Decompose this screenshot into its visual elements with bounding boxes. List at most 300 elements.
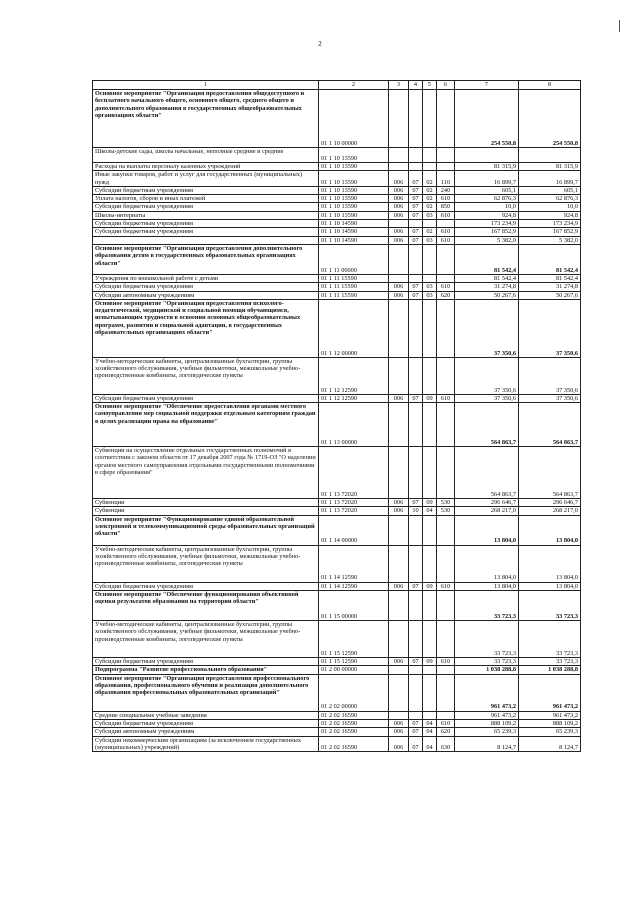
row-ministry-cell bbox=[389, 591, 409, 621]
row-ministry-cell bbox=[389, 621, 409, 658]
row-ministry-cell: 006 bbox=[389, 236, 409, 244]
row-expense-type-cell: 530 bbox=[437, 499, 455, 507]
row-expense-type-cell: 610 bbox=[437, 719, 455, 727]
row-ministry-cell bbox=[389, 666, 409, 674]
row-amount-cell: 564 863,7 bbox=[455, 403, 519, 447]
row-code-cell: 01 1 10 13590 bbox=[319, 171, 389, 187]
row-ministry-cell bbox=[389, 244, 409, 274]
row-expense-type-cell bbox=[437, 545, 455, 582]
table-header-row bbox=[93, 81, 581, 90]
row-amount-cell: 13 804,0 bbox=[519, 582, 581, 590]
row-subsection-cell bbox=[423, 90, 437, 148]
row-section-cell: 07 bbox=[409, 283, 423, 291]
row-expense-type-cell bbox=[437, 674, 455, 711]
row-name-cell: Подпрограмма "Развитие профессионального образования" bbox=[93, 666, 319, 674]
row-section-cell bbox=[409, 163, 423, 171]
row-section-cell bbox=[409, 591, 423, 621]
row-expense-type-cell: 610 bbox=[437, 195, 455, 203]
row-subsection-cell bbox=[423, 666, 437, 674]
row-ministry-cell bbox=[389, 711, 409, 719]
row-name-cell: Учреждения по внешкольной работе с детьми bbox=[93, 274, 319, 282]
row-subsection-cell bbox=[423, 447, 437, 499]
row-code-cell: 01 1 13 72020 bbox=[319, 499, 389, 507]
row-amount-cell: 65 239,3 bbox=[519, 728, 581, 736]
row-code-cell: 01 1 14 12590 bbox=[319, 545, 389, 582]
row-section-cell bbox=[409, 674, 423, 711]
row-amount-cell: 16 899,7 bbox=[455, 171, 519, 187]
row-code-cell: 01 1 10 00000 bbox=[319, 90, 389, 148]
row-ministry-cell: 006 bbox=[389, 283, 409, 291]
row-amount-cell: 924,8 bbox=[455, 211, 519, 219]
row-expense-type-cell bbox=[437, 666, 455, 674]
row-subsection-cell bbox=[423, 274, 437, 282]
row-name-cell: Субсидии автономным учреждениям bbox=[93, 728, 319, 736]
row-amount-cell: 62 876,3 bbox=[455, 195, 519, 203]
row-section-cell bbox=[409, 447, 423, 499]
row-name-cell: Субсидии бюджетным учреждениям bbox=[93, 186, 319, 194]
row-section-cell: 07 bbox=[409, 228, 423, 236]
row-code-cell: 01 1 12 00000 bbox=[319, 299, 389, 357]
row-section-cell bbox=[409, 515, 423, 545]
page-number: 2 bbox=[318, 40, 322, 48]
row-ministry-cell: 006 bbox=[389, 736, 409, 752]
table-row bbox=[93, 711, 581, 719]
row-section-cell: 07 bbox=[409, 186, 423, 194]
row-amount-cell: 605,1 bbox=[455, 186, 519, 194]
row-ministry-cell: 006 bbox=[389, 211, 409, 219]
row-section-cell: 07 bbox=[409, 195, 423, 203]
row-name-cell: Средние специальные учебные заведения bbox=[93, 711, 319, 719]
row-amount-cell: 167 852,9 bbox=[455, 228, 519, 236]
row-ministry-cell: 006 bbox=[389, 291, 409, 299]
row-expense-type-cell bbox=[437, 244, 455, 274]
table-row bbox=[93, 236, 581, 244]
row-name-cell: Учебно-методические кабинеты, централизованные бухгалтерии, группы хозяйственного обслуживания, учебные фильмотеки, межшкольные учебно-производственные комбинаты, логопедические пункты bbox=[93, 545, 319, 582]
row-section-cell: 07 bbox=[409, 499, 423, 507]
row-subsection-cell bbox=[423, 591, 437, 621]
row-subsection-cell: 03 bbox=[423, 283, 437, 291]
row-section-cell: 07 bbox=[409, 203, 423, 211]
row-amount-cell: 254 550,8 bbox=[519, 90, 581, 148]
row-subsection-cell bbox=[423, 148, 437, 163]
row-ministry-cell: 006 bbox=[389, 719, 409, 727]
row-amount-cell bbox=[455, 148, 519, 163]
row-amount-cell: 296 646,7 bbox=[519, 499, 581, 507]
row-subsection-cell: 02 bbox=[423, 195, 437, 203]
row-amount-cell: 961 473,2 bbox=[455, 674, 519, 711]
table-row bbox=[93, 658, 581, 666]
row-expense-type-cell: 620 bbox=[437, 291, 455, 299]
row-expense-type-cell: 610 bbox=[437, 394, 455, 402]
row-subsection-cell: 03 bbox=[423, 211, 437, 219]
row-subsection-cell bbox=[423, 674, 437, 711]
table-row bbox=[93, 621, 581, 658]
row-name-cell: Основное мероприятие "Организация предоставления психолого-педагогической, медицинской и социальной помощи обучающимся, испытывающим трудности в освоении основных общеобразовательных программ, развитии и социальной адаптации, в государственных образовательных организациях области" bbox=[93, 299, 319, 357]
table-row bbox=[93, 203, 581, 211]
row-expense-type-cell bbox=[437, 711, 455, 719]
table-row bbox=[93, 394, 581, 402]
table-row bbox=[93, 515, 581, 545]
row-amount-cell: 924,8 bbox=[519, 211, 581, 219]
row-name-cell: Основное мероприятие "Организация предоставления дополнительного образования детям в государственных образовательных организациях области" bbox=[93, 244, 319, 274]
column-header: 6 bbox=[437, 81, 455, 90]
row-expense-type-cell: 610 bbox=[437, 236, 455, 244]
row-expense-type-cell bbox=[437, 163, 455, 171]
row-amount-cell: 10,0 bbox=[519, 203, 581, 211]
row-section-cell bbox=[409, 357, 423, 394]
row-amount-cell: 564 863,7 bbox=[455, 447, 519, 499]
row-ministry-cell bbox=[389, 674, 409, 711]
row-amount-cell: 81 315,9 bbox=[455, 163, 519, 171]
row-name-cell: Учебно-методические кабинеты, централизованные бухгалтерии, группы хозяйственного обслуживания, учебные фильмотеки, межшкольные учебно-производственные комбинаты, логопедические пункты bbox=[93, 357, 319, 394]
row-code-cell: 01 1 13 72020 bbox=[319, 447, 389, 499]
row-expense-type-cell: 610 bbox=[437, 228, 455, 236]
table-row bbox=[93, 545, 581, 582]
row-subsection-cell: 09 bbox=[423, 582, 437, 590]
row-name-cell: Субвенции bbox=[93, 507, 319, 515]
row-ministry-cell bbox=[389, 447, 409, 499]
row-expense-type-cell bbox=[437, 357, 455, 394]
row-subsection-cell bbox=[423, 163, 437, 171]
row-ministry-cell bbox=[389, 163, 409, 171]
row-section-cell: 07 bbox=[409, 211, 423, 219]
row-code-cell: 01 1 12 12590 bbox=[319, 394, 389, 402]
row-expense-type-cell: 850 bbox=[437, 203, 455, 211]
row-amount-cell: 62 876,3 bbox=[519, 195, 581, 203]
row-amount-cell: 50 267,6 bbox=[519, 291, 581, 299]
column-header: 2 bbox=[319, 81, 389, 90]
row-subsection-cell: 04 bbox=[423, 736, 437, 752]
row-subsection-cell bbox=[423, 621, 437, 658]
row-amount-cell: 33 723,3 bbox=[455, 591, 519, 621]
row-subsection-cell bbox=[423, 357, 437, 394]
row-amount-cell: 8 124,7 bbox=[455, 736, 519, 752]
row-amount-cell: 961 473,2 bbox=[519, 711, 581, 719]
row-name-cell: Субсидии бюджетным учреждениям bbox=[93, 220, 319, 228]
row-amount-cell: 13 804,0 bbox=[455, 515, 519, 545]
row-amount-cell: 5 382,0 bbox=[519, 236, 581, 244]
row-amount-cell bbox=[519, 148, 581, 163]
row-amount-cell: 37 350,6 bbox=[455, 299, 519, 357]
row-code-cell: 01 1 14 00000 bbox=[319, 515, 389, 545]
row-ministry-cell bbox=[389, 357, 409, 394]
table-row bbox=[93, 357, 581, 394]
row-ministry-cell bbox=[389, 545, 409, 582]
row-amount-cell: 564 863,7 bbox=[519, 403, 581, 447]
row-name-cell: Субсидии бюджетным учреждениям bbox=[93, 228, 319, 236]
row-amount-cell: 1 038 288,8 bbox=[519, 666, 581, 674]
column-header: 7 bbox=[455, 81, 519, 90]
row-amount-cell: 167 852,9 bbox=[519, 228, 581, 236]
row-subsection-cell bbox=[423, 711, 437, 719]
row-amount-cell: 81 542,4 bbox=[455, 244, 519, 274]
row-amount-cell: 33 723,3 bbox=[519, 658, 581, 666]
row-subsection-cell bbox=[423, 545, 437, 582]
row-ministry-cell: 006 bbox=[389, 394, 409, 402]
row-name-cell: Учебно-методические кабинеты, централизованные бухгалтерии, группы хозяйственного обслуживания, учебные фильмотеки, межшкольные учебно-производственные комбинаты, логопедические пункты bbox=[93, 621, 319, 658]
row-amount-cell: 50 267,6 bbox=[455, 291, 519, 299]
table-row bbox=[93, 291, 581, 299]
table-row bbox=[93, 148, 581, 163]
row-code-cell: 01 1 14 12590 bbox=[319, 582, 389, 590]
column-header: 5 bbox=[423, 81, 437, 90]
row-amount-cell: 564 863,7 bbox=[519, 447, 581, 499]
row-ministry-cell bbox=[389, 299, 409, 357]
margin-mark bbox=[619, 20, 620, 32]
row-ministry-cell: 006 bbox=[389, 186, 409, 194]
table-row bbox=[93, 90, 581, 148]
row-name-cell: Субсидии бюджетным учреждениям bbox=[93, 283, 319, 291]
row-expense-type-cell: 530 bbox=[437, 507, 455, 515]
row-code-cell: 01 1 10 14590 bbox=[319, 236, 389, 244]
row-amount-cell: 81 542,4 bbox=[455, 274, 519, 282]
row-expense-type-cell: 240 bbox=[437, 186, 455, 194]
row-ministry-cell bbox=[389, 274, 409, 282]
row-name-cell: Субсидии бюджетным учреждениям bbox=[93, 719, 319, 727]
row-expense-type-cell: 620 bbox=[437, 728, 455, 736]
row-name-cell: Субсидии бюджетным учреждениям bbox=[93, 394, 319, 402]
row-section-cell bbox=[409, 621, 423, 658]
table-row bbox=[93, 220, 581, 228]
row-subsection-cell: 04 bbox=[423, 507, 437, 515]
row-code-cell: 01 2 02 16590 bbox=[319, 711, 389, 719]
row-amount-cell: 65 239,3 bbox=[455, 728, 519, 736]
table-row bbox=[93, 186, 581, 194]
row-code-cell: 01 1 11 15590 bbox=[319, 274, 389, 282]
row-code-cell: 01 1 10 13590 bbox=[319, 186, 389, 194]
row-subsection-cell bbox=[423, 299, 437, 357]
row-code-cell: 01 2 02 00000 bbox=[319, 674, 389, 711]
row-amount-cell: 254 550,8 bbox=[455, 90, 519, 148]
row-section-cell: 07 bbox=[409, 658, 423, 666]
row-expense-type-cell bbox=[437, 515, 455, 545]
row-amount-cell: 888 109,2 bbox=[455, 719, 519, 727]
row-amount-cell: 31 274,8 bbox=[455, 283, 519, 291]
row-amount-cell: 961 473,2 bbox=[519, 674, 581, 711]
row-expense-type-cell bbox=[437, 220, 455, 228]
row-name-cell: Субвенции на осуществление отдельных государственных полномочий в соответствии с законом области от 17 декабря 2007 года № 1719-ОЗ "О наделении органов местного самоуправления отдельными государственными полномочиями в сфере образования" bbox=[93, 447, 319, 499]
row-section-cell: 07 bbox=[409, 736, 423, 752]
row-section-cell bbox=[409, 299, 423, 357]
row-expense-type-cell bbox=[437, 90, 455, 148]
row-subsection-cell: 02 bbox=[423, 203, 437, 211]
row-subsection-cell: 09 bbox=[423, 658, 437, 666]
row-amount-cell: 605,1 bbox=[519, 186, 581, 194]
table-row bbox=[93, 591, 581, 621]
table-row bbox=[93, 195, 581, 203]
row-ministry-cell: 006 bbox=[389, 228, 409, 236]
table-row bbox=[93, 728, 581, 736]
row-amount-cell: 31 274,8 bbox=[519, 283, 581, 291]
row-amount-cell: 173 234,9 bbox=[455, 220, 519, 228]
row-section-cell bbox=[409, 244, 423, 274]
table-row bbox=[93, 447, 581, 499]
row-section-cell: 07 bbox=[409, 582, 423, 590]
row-name-cell: Основное мероприятие "Организация предоставления профессионального образования, профессионального обучения и реализация дополнительного образования профессиональных образовательных организаций" bbox=[93, 674, 319, 711]
row-expense-type-cell: 630 bbox=[437, 736, 455, 752]
row-ministry-cell: 006 bbox=[389, 507, 409, 515]
row-ministry-cell: 006 bbox=[389, 171, 409, 187]
row-ministry-cell: 006 bbox=[389, 582, 409, 590]
row-subsection-cell: 04 bbox=[423, 728, 437, 736]
row-amount-cell: 81 542,4 bbox=[519, 274, 581, 282]
table-row bbox=[93, 507, 581, 515]
row-amount-cell: 13 804,0 bbox=[519, 545, 581, 582]
row-amount-cell: 1 038 288,8 bbox=[455, 666, 519, 674]
table-row bbox=[93, 582, 581, 590]
table-row bbox=[93, 719, 581, 727]
row-subsection-cell bbox=[423, 220, 437, 228]
row-expense-type-cell bbox=[437, 447, 455, 499]
row-amount-cell: 33 723,3 bbox=[455, 621, 519, 658]
row-section-cell bbox=[409, 666, 423, 674]
column-header: 8 bbox=[519, 81, 581, 90]
row-section-cell: 07 bbox=[409, 394, 423, 402]
row-subsection-cell bbox=[423, 515, 437, 545]
row-code-cell: 01 1 10 13590 bbox=[319, 195, 389, 203]
row-expense-type-cell bbox=[437, 148, 455, 163]
row-name-cell: Основное мероприятие "Организация предоставления общедоступного и бесплатного начального общего, основного общего, среднего общего и дополнительного образования в государственных общеобразовательных организациях области" bbox=[93, 90, 319, 148]
row-ministry-cell: 006 bbox=[389, 203, 409, 211]
row-code-cell: 01 1 11 15590 bbox=[319, 291, 389, 299]
row-amount-cell: 16 899,7 bbox=[519, 171, 581, 187]
row-expense-type-cell: 110 bbox=[437, 171, 455, 187]
row-subsection-cell: 02 bbox=[423, 228, 437, 236]
row-code-cell: 01 1 10 13590 bbox=[319, 148, 389, 163]
row-code-cell: 01 1 10 13590 bbox=[319, 163, 389, 171]
row-name-cell: Субвенции bbox=[93, 499, 319, 507]
row-subsection-cell: 02 bbox=[423, 171, 437, 187]
row-expense-type-cell bbox=[437, 299, 455, 357]
row-subsection-cell: 09 bbox=[423, 499, 437, 507]
row-expense-type-cell bbox=[437, 591, 455, 621]
row-amount-cell: 37 350,6 bbox=[455, 394, 519, 402]
row-ministry-cell bbox=[389, 403, 409, 447]
row-amount-cell: 296 646,7 bbox=[455, 499, 519, 507]
row-section-cell: 07 bbox=[409, 719, 423, 727]
row-code-cell: 01 1 10 14590 bbox=[319, 228, 389, 236]
row-name-cell: Основное мероприятие "Обеспечение функционирования объективной оценки результатов образования на территории области" bbox=[93, 591, 319, 621]
table-row bbox=[93, 211, 581, 219]
row-amount-cell: 33 723,3 bbox=[519, 621, 581, 658]
row-amount-cell: 33 723,3 bbox=[519, 591, 581, 621]
row-code-cell: 01 1 15 12590 bbox=[319, 658, 389, 666]
row-subsection-cell: 03 bbox=[423, 291, 437, 299]
row-name-cell bbox=[93, 236, 319, 244]
row-amount-cell: 81 542,4 bbox=[519, 244, 581, 274]
row-amount-cell: 37 350,6 bbox=[519, 299, 581, 357]
row-name-cell: Основное мероприятие "Функционирование единой образовательной электронной и телекоммуникационной среды образовательных организаций области" bbox=[93, 515, 319, 545]
table-row bbox=[93, 403, 581, 447]
row-name-cell: Субсидии некоммерческим организациям (за исключением государственных (муниципальных) учреждений) bbox=[93, 736, 319, 752]
row-expense-type-cell: 610 bbox=[437, 211, 455, 219]
row-code-cell: 01 1 10 13590 bbox=[319, 211, 389, 219]
row-code-cell: 01 2 02 16590 bbox=[319, 728, 389, 736]
table-row bbox=[93, 163, 581, 171]
table-row bbox=[93, 299, 581, 357]
row-amount-cell: 961 473,2 bbox=[455, 711, 519, 719]
row-name-cell: Субсидии бюджетным учреждениям bbox=[93, 203, 319, 211]
row-expense-type-cell bbox=[437, 274, 455, 282]
column-header: 1 bbox=[93, 81, 319, 90]
row-ministry-cell bbox=[389, 90, 409, 148]
table-row bbox=[93, 666, 581, 674]
row-name-cell: Школы-интернаты bbox=[93, 211, 319, 219]
table-row bbox=[93, 283, 581, 291]
row-code-cell: 01 1 15 12590 bbox=[319, 621, 389, 658]
row-name-cell: Расходы на выплаты персоналу казенных учреждений bbox=[93, 163, 319, 171]
row-subsection-cell: 04 bbox=[423, 719, 437, 727]
row-section-cell: 07 bbox=[409, 291, 423, 299]
row-code-cell: 01 1 11 15590 bbox=[319, 283, 389, 291]
row-ministry-cell bbox=[389, 220, 409, 228]
table-row bbox=[93, 228, 581, 236]
row-amount-cell: 81 315,9 bbox=[519, 163, 581, 171]
row-expense-type-cell: 610 bbox=[437, 283, 455, 291]
table-row bbox=[93, 171, 581, 187]
row-amount-cell: 173 234,9 bbox=[519, 220, 581, 228]
row-name-cell: Субсидии бюджетным учреждениям bbox=[93, 658, 319, 666]
row-section-cell bbox=[409, 545, 423, 582]
table-row bbox=[93, 499, 581, 507]
row-expense-type-cell bbox=[437, 403, 455, 447]
table-row bbox=[93, 674, 581, 711]
row-code-cell: 01 1 10 13590 bbox=[319, 203, 389, 211]
row-amount-cell: 10,0 bbox=[455, 203, 519, 211]
row-subsection-cell bbox=[423, 403, 437, 447]
row-section-cell: 07 bbox=[409, 171, 423, 187]
row-name-cell: Субсидии бюджетным учреждениям bbox=[93, 582, 319, 590]
table-row bbox=[93, 244, 581, 274]
column-header: 3 bbox=[389, 81, 409, 90]
row-section-cell bbox=[409, 274, 423, 282]
table-row bbox=[93, 274, 581, 282]
row-name-cell: Школы-детские сады, школы начальные, неполные средние и средние bbox=[93, 148, 319, 163]
row-name-cell: Субсидии автономным учреждениям bbox=[93, 291, 319, 299]
row-ministry-cell: 006 bbox=[389, 499, 409, 507]
row-code-cell: 01 2 00 00000 bbox=[319, 666, 389, 674]
row-expense-type-cell: 610 bbox=[437, 658, 455, 666]
row-amount-cell: 13 804,0 bbox=[455, 545, 519, 582]
row-section-cell bbox=[409, 90, 423, 148]
row-name-cell: Уплата налогов, сборов и иных платежей bbox=[93, 195, 319, 203]
row-code-cell: 01 2 02 16590 bbox=[319, 719, 389, 727]
row-name-cell: Иные закупки товаров, работ и услуг для государственных (муниципальных) нужд bbox=[93, 171, 319, 187]
row-subsection-cell: 09 bbox=[423, 394, 437, 402]
row-expense-type-cell: 610 bbox=[437, 582, 455, 590]
row-section-cell bbox=[409, 711, 423, 719]
table-row bbox=[93, 736, 581, 752]
row-amount-cell: 268 217,0 bbox=[519, 507, 581, 515]
row-subsection-cell: 03 bbox=[423, 236, 437, 244]
row-amount-cell: 888 109,2 bbox=[519, 719, 581, 727]
row-amount-cell: 5 382,0 bbox=[455, 236, 519, 244]
row-ministry-cell: 006 bbox=[389, 728, 409, 736]
row-code-cell: 01 1 13 72020 bbox=[319, 507, 389, 515]
row-ministry-cell bbox=[389, 148, 409, 163]
row-section-cell bbox=[409, 148, 423, 163]
row-section-cell: 10 bbox=[409, 507, 423, 515]
row-ministry-cell bbox=[389, 515, 409, 545]
budget-table bbox=[92, 80, 581, 752]
row-ministry-cell: 006 bbox=[389, 195, 409, 203]
row-section-cell: 07 bbox=[409, 728, 423, 736]
row-code-cell: 01 1 11 00000 bbox=[319, 244, 389, 274]
row-section-cell: 07 bbox=[409, 236, 423, 244]
row-code-cell: 01 1 13 00000 bbox=[319, 403, 389, 447]
row-subsection-cell bbox=[423, 244, 437, 274]
row-name-cell: Основное мероприятие "Обеспечение предоставления органами местного самоуправления мер социальной поддержки отдельным категориям граждан в целях реализации права на образование" bbox=[93, 403, 319, 447]
